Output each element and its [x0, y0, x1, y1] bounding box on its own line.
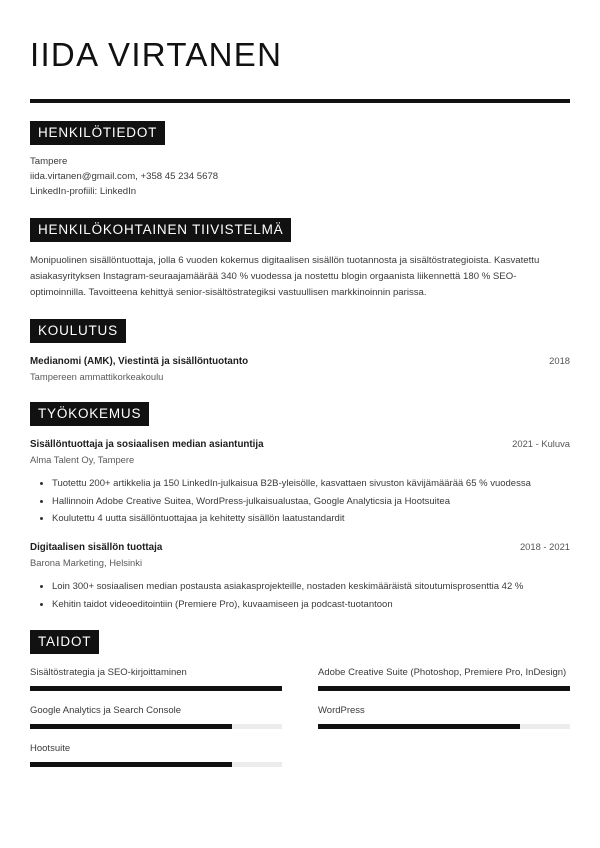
- skill-label: Hootsuite: [30, 742, 71, 754]
- skill-track: [30, 724, 282, 729]
- contact-lines: [30, 154, 570, 199]
- skill-track: [318, 686, 570, 691]
- skill-item: [30, 704, 282, 729]
- experience-entry: [30, 540, 570, 612]
- list-item: Loin 300+ sosiaalisen median postausta asiakasprojekteille, nostaden keskimääräistä sitoutumisprosenttia 42 %: [50, 579, 570, 594]
- skill-fill: [30, 686, 282, 691]
- skill-track: [318, 724, 570, 729]
- contact-email-phone: iida.virtanen@gmail.com, +358 45 234 5678: [30, 171, 219, 183]
- skill-label: Sisältöstrategia ja SEO-kirjoittaminen: [30, 667, 187, 679]
- skill-item: [318, 666, 570, 691]
- skill-fill: [30, 762, 232, 767]
- experience-bullets: [30, 579, 570, 612]
- experience-date: 2018 - 2021: [519, 541, 570, 553]
- list-item: Koulutettu 4 uutta sisällöntuottajaa ja kehitetty sisällön laatustandardit: [50, 511, 570, 526]
- list-item: Kehitin taidot videoeditointiin (Premiere Pro), kuvaamiseen ja podcast-tuotantoon: [50, 597, 570, 612]
- section-summary: [30, 218, 570, 301]
- experience-entry: [30, 437, 570, 526]
- section-badge-summary: HENKILÖKOHTAINEN TIIVISTELMÄ: [30, 218, 291, 243]
- experience-date: 2021 - Kuluva: [512, 438, 570, 450]
- section-badge-education: KOULUTUS: [30, 319, 126, 344]
- header-name-block: [30, 0, 570, 73]
- section-education: [30, 319, 570, 384]
- skill-label: Adobe Creative Suite (Photoshop, Premiere Pro, InDesign): [318, 667, 567, 679]
- education-date: 2018: [549, 355, 570, 367]
- skills-column-left: [30, 666, 282, 779]
- education-entry: [30, 354, 570, 384]
- skill-fill: [30, 724, 232, 729]
- experience-entry-head: [30, 437, 570, 452]
- contact-location: Tampere: [30, 156, 68, 168]
- section-skills: [30, 630, 570, 780]
- skill-track: [30, 762, 282, 767]
- list-item: Tuotettu 200+ artikkelia ja 150 LinkedIn-julkaisua B2B-yleisölle, kasvattaen sivuston kävijämäärää 65 % vuodessa: [50, 476, 570, 491]
- section-contact: [30, 121, 570, 200]
- skill-item: [30, 742, 282, 767]
- experience-employer: Alma Talent Oy, Tampere: [30, 454, 135, 466]
- contact-linkedin[interactable]: LinkedIn-profiili: LinkedIn: [30, 186, 137, 198]
- experience-job-title: Sisällöntuottaja ja sosiaalisen median asiantuntija: [30, 439, 264, 451]
- skills-column-right: [318, 666, 570, 779]
- skill-label: WordPress: [318, 705, 365, 717]
- experience-job-title: Digitaalisen sisällön tuottaja: [30, 542, 163, 554]
- experience-employer: Barona Marketing, Helsinki: [30, 557, 143, 569]
- section-badge-skills: TAIDOT: [30, 630, 99, 655]
- skill-label: Google Analytics ja Search Console: [30, 705, 182, 717]
- education-institution: Tampereen ammattikorkeakoulu: [30, 370, 164, 382]
- page-title: IIDA VIRTANEN: [30, 36, 283, 73]
- skill-track: [30, 686, 282, 691]
- list-item: Hallinnoin Adobe Creative Suitea, WordPress-julkaisualustaa, Google Analyticsia ja Hootsuitea: [50, 494, 570, 509]
- header-divider: [30, 99, 570, 103]
- education-degree: Medianomi (AMK), Viestintä ja sisällöntuotanto: [30, 356, 249, 368]
- summary-text: Monipuolinen sisällöntuottaja, jolla 6 vuoden kokemus digitaalisen sisällön tuotannosta ja sisältöstrategioista. Kasvatettu asiakasyrityksen Instagram-seuraajamäärää 340 % vuodessa ja nostettu blogin orgaanista liikennettä 180 % SEO-optimoinnilla. Tavoitteena kehittyä senior-sisältöstrategiksi vastuullisen markkinoinnin parissa.: [30, 255, 540, 298]
- skill-item: [318, 704, 570, 729]
- skills-grid: [30, 666, 570, 779]
- skill-fill: [318, 724, 520, 729]
- experience-entry-head: [30, 540, 570, 555]
- section-badge-experience: TYÖKOKEMUS: [30, 402, 149, 427]
- section-experience: [30, 402, 570, 612]
- experience-bullets: [30, 476, 570, 526]
- education-entry-head: [30, 354, 570, 369]
- skill-fill: [318, 686, 570, 691]
- skill-item: [30, 666, 282, 691]
- section-badge-contact: HENKILÖTIEDOT: [30, 121, 165, 146]
